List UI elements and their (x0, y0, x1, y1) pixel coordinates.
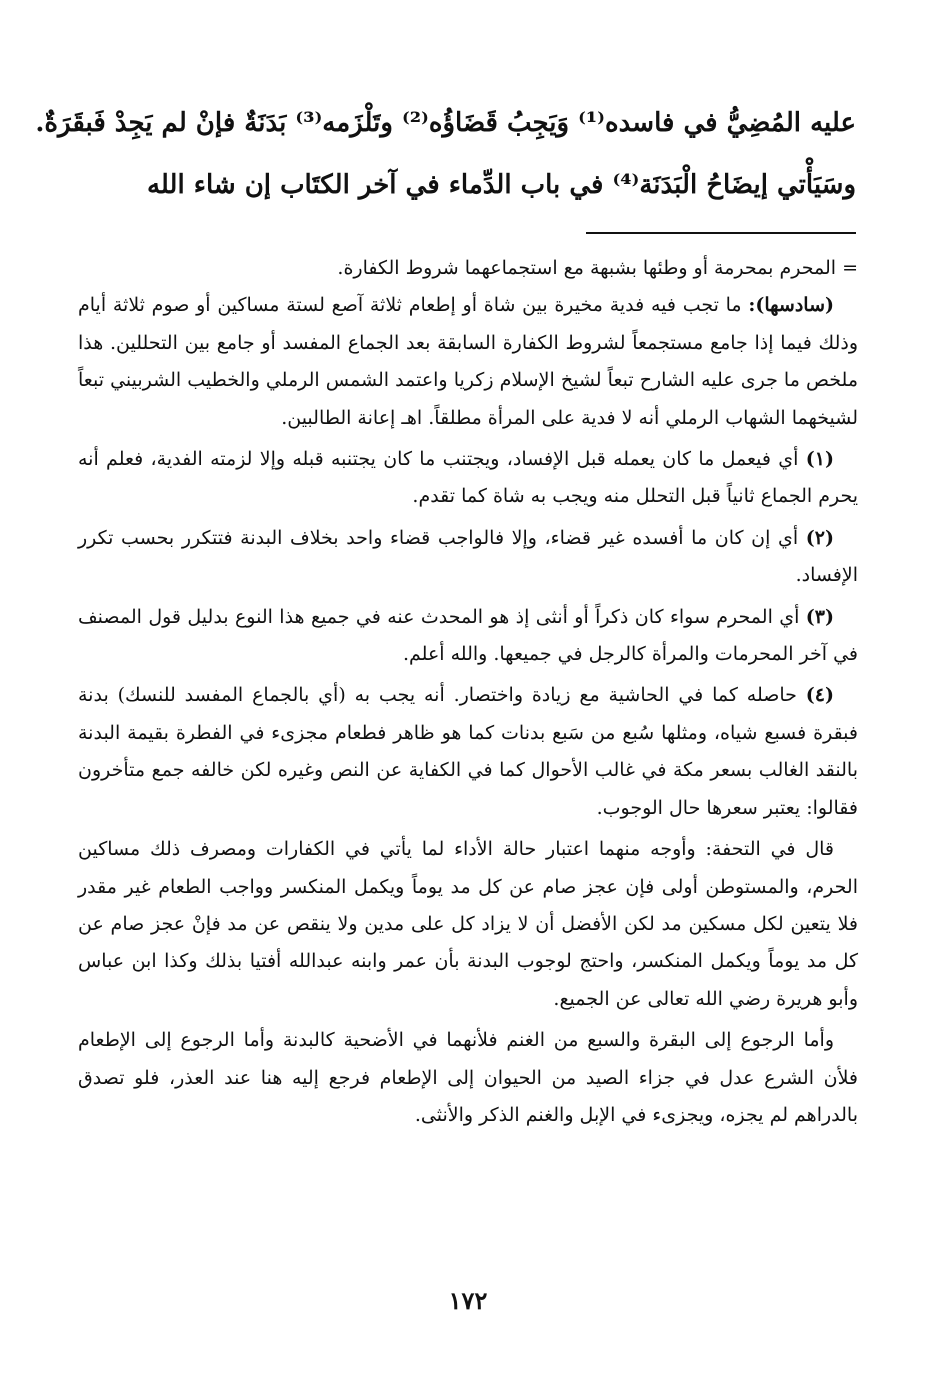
page-number: ١٧٢ (448, 1286, 488, 1315)
main-line-1: عليه المُضِيُّ في فاسده⁽¹⁾ وَيَجِبُ قَضَاؤُه⁽²⁾ وتَلْزَمه⁽³⁾ بَدَنَةٌ فإنْ لم يَجِدْ فَبقَرَةٌ. (35, 108, 856, 138)
footnote-text: حاصله كما في الحاشية مع زيادة واختصار. أنه يجب به (أي بالجماع المفسد للنسك) بدنة فبقرة فسبع شياه، ومثلها سُبع من سَبع بدنات كما هو ظاهر فطعام مجزىء في الفطرة بقيمة البدنة بالنقد الغالب بسعر مكة في غالب الأحوال كما في الكفاية عن النص وغيره لكن خالفه جمع متأخرون فقالوا: يعتبر سعرها حال الوجوب. (78, 684, 858, 819)
footnotes (78, 250, 858, 1134)
footnote-paragraph (78, 831, 858, 1018)
footnote-4 (78, 677, 858, 827)
footnote-text: ما تجب فيه فدية مخيرة بين شاة أو إطعام ثلاثة آصع لستة مساكين أو صوم ثلاثة أيام وذلك فيما إذا جامع مستجمعاً لشروط الكفارة السابقة بعد الجماع المفسد أو جامع بين التحللين. هذا ملخص ما جرى عليه الشارح تبعاً لشيخ الإسلام زكريا واعتمد الشمس الرملي والخطيب الشربيني تبعاً لشيخهما الشهاب الرملي أنه لا فدية على المرأة مطلقاً. اهـ إعانة الطالبين. (78, 294, 858, 429)
footnote-marker: (سادسها): (748, 294, 834, 317)
footnote-marker: (٢) (805, 526, 834, 549)
footnote-text: أي المحرم سواء كان ذكراً أو أنثى إذ هو المحدث عنه في جميع هذا النوع بدليل قول المصنف في آخر المحرمات والمرأة كالرجل في جميعها. والله أعلم. (78, 605, 858, 666)
footnote-separator (586, 232, 856, 234)
footnote-2 (78, 520, 858, 595)
main-text (35, 92, 856, 216)
footnote-text: قال في التحفة: وأوجه منهما اعتبار حالة الأداء لما يأتي في الكفارات ومصرف ذلك مساكين الحرم، والمستوطن أولى فإن عجز صام عن كل مد يوماً ويكمل المنكسر وواجب الطعام غير مقدر فلا يتعين لكل مسكين مد لكن الأفضل أن لا يزاد كل على مدين ولا ينقص عن مد فإنْ عجز صام عن كل مد يوماً ويكمل المنكسر، واحتج لوجوب البدنة بأن عمر وابنه عبدالله أفتيا بذلك وكذا ابن عباس وأبو هريرة رضي الله تعالى عن الجميع. (78, 838, 858, 1010)
footnote-3 (78, 599, 858, 674)
footnote-continuation (78, 250, 858, 287)
footnote-text: وأما الرجوع إلى البقرة والسبع من الغنم فلأنهما في الأضحية كالبدنة وأما الرجوع إلى الإطعام فلأن الشرع عدل في جزاء الصيد من الحيوان إلى الإطعام فرجع إليه هنا عند العذر، فلو تصدق بالدراهم لم يجزه، ويجزىء في الإبل والغنم الذكر والأنثى. (78, 1029, 858, 1126)
footnote-text: أي إن كان ما أفسده غير قضاء، وإلا فالواجب قضاء واحد بخلاف البدنة فتتكرر بحسب تكرر الإفساد. (78, 526, 858, 587)
main-line-2: وسَيَأْتي إيضَاحُ الْبَدَنَة⁽⁴⁾ في باب الدِّماء في آخر الكتَاب إن شاء الله (146, 170, 856, 200)
footnote-paragraph (78, 1022, 858, 1134)
footnote-sixth (78, 287, 858, 437)
footnote-text: أي فيعمل ما كان يعمله قبل الإفساد، ويجتنب ما كان يجتنبه قبله وإلا لزمته الفدية، فعلم أنه يحرم الجماع ثانياً قبل التحلل منه ويجب به شاة كما تقدم. (78, 448, 858, 508)
footnote-1 (78, 441, 858, 516)
footnote-marker: (١) (805, 448, 834, 471)
footnote-marker: (٤) (805, 684, 834, 707)
footnote-marker: (٣) (805, 605, 834, 628)
footnote-text: = المحرم بمحرمة أو وطئها بشبهة مع استجماعهما شروط الكفارة. (337, 257, 858, 279)
